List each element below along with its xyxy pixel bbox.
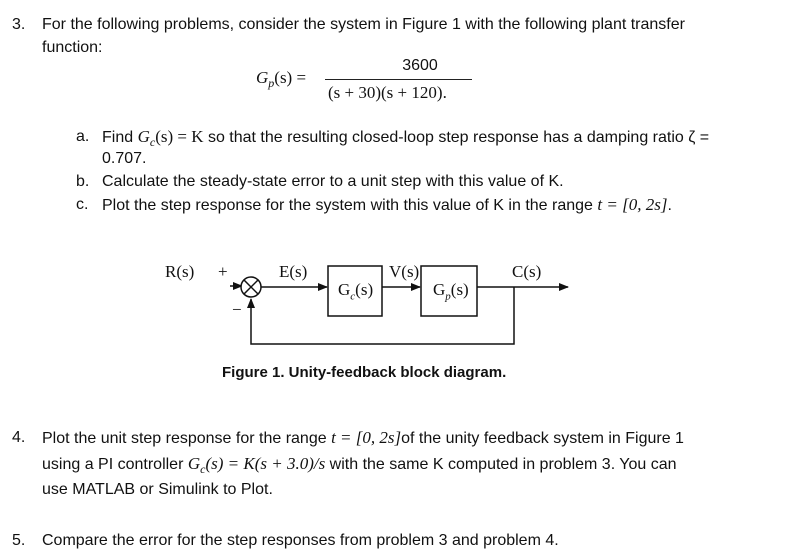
q4-line1: Plot the unit step response for the range t = [0, 2s]of the unity feedback system in Figure 1 bbox=[42, 428, 684, 447]
q3c-text: Plot the step response for the system with this value of K in the range t = [0, 2s]. bbox=[102, 195, 672, 214]
q4-line3: use MATLAB or Simulink to Plot. bbox=[42, 481, 273, 498]
q3-intro-line1: For the following problems, consider the system in Figure 1 with the following plant transfer bbox=[42, 16, 685, 33]
q3b-text: Calculate the steady-state error to a unit step with this value of K. bbox=[102, 173, 564, 190]
v-label: V(s) bbox=[389, 262, 420, 281]
plus-sign: + bbox=[218, 262, 228, 281]
controller-label: $G_c(s)$ bbox=[338, 280, 374, 303]
q3-number: 3. bbox=[12, 16, 26, 33]
q5-number: 5. bbox=[12, 532, 26, 549]
plant-tf-numerator: 3600 bbox=[402, 57, 438, 74]
q3a-line1: Find $G_c(s) = K$ so that the resulting closed-loop step response has a damping ratio ζ = bbox=[102, 127, 710, 150]
output-label: C(s) bbox=[512, 262, 542, 281]
q3a-marker: a. bbox=[76, 128, 90, 145]
plant-transfer-function-lhs: $G_p(s)$ = bbox=[256, 68, 307, 91]
q3c-marker: c. bbox=[76, 196, 89, 213]
q3a-line2: 0.707. bbox=[102, 150, 147, 167]
minus-sign: − bbox=[232, 300, 242, 319]
q4-number: 4. bbox=[12, 429, 26, 446]
plant-tf-denominator: (s + 30)(s + 120). bbox=[328, 83, 447, 102]
plant-label: $G_p(s)$ bbox=[433, 280, 469, 303]
q4-line2: using a PI controller $G_c(s) = K(s + 3.0)/s$ with the same K computed in problem 3. You can bbox=[42, 454, 677, 477]
q3b-marker: b. bbox=[76, 173, 90, 190]
input-label: R(s) bbox=[165, 262, 195, 281]
figure-caption: Figure 1. Unity-feedback block diagram. bbox=[222, 364, 507, 381]
q5-text: Compare the error for the step responses from problem 3 and problem 4. bbox=[42, 532, 559, 549]
q3-intro-line2: function: bbox=[42, 39, 103, 56]
error-label: E(s) bbox=[279, 262, 308, 281]
